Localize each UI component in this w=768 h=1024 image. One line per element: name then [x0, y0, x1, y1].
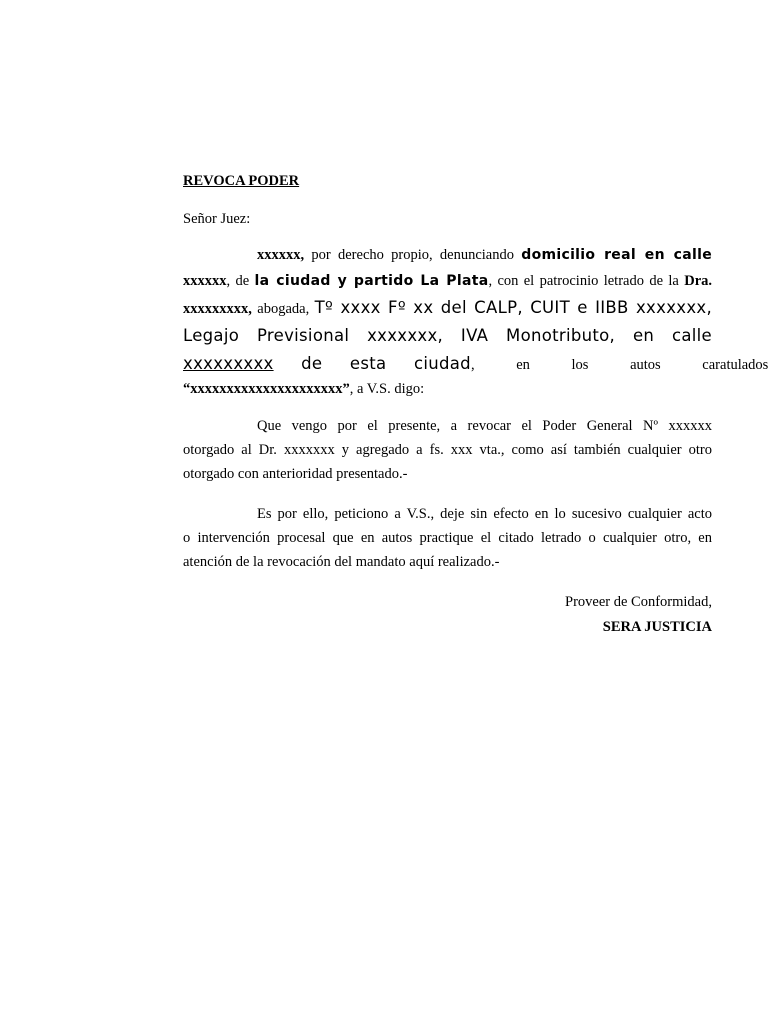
document-page: [183, 172, 768, 635]
document-title: REVOCA PODER: [183, 173, 300, 189]
greeting: Señor Juez:: [183, 211, 251, 227]
paragraph-petition: Es por ello, peticiono a V.S., deje sin efecto en lo sucesivo cualquier acto o intervención procesal que en autos practique el citado letrado o cualquier otro, en atención de la revocación del mandato aquí realizado.-: [183, 506, 712, 570]
lawyer-credentials: Tº xxxx Fº xx del CALP, CUIT e IIBB xxxxxxx,: [314, 298, 712, 317]
street-name: xxxxxx: [183, 273, 227, 289]
city-label: la ciudad y partido La Plata: [254, 273, 489, 289]
paragraph-revocation: Que vengo por el presente, a revocar el Poder General Nº xxxxxx otorgado al Dr. xxxxxxx y agregado a fs. xxx vta., como así también cualquier otro otorgado con anterioridad presentado.-: [183, 418, 712, 482]
case-caption: “xxxxxxxxxxxxxxxxxxxxx”: [183, 381, 350, 397]
street-name-2: xxxxxxxxx: [183, 354, 274, 373]
legajo-line: Legajo Previsional xxxxxxx, IVA Monotributo, en calle: [183, 326, 712, 345]
party-name: xxxxxx,: [257, 247, 305, 263]
closing-line: Proveer de Conformidad,: [565, 594, 712, 610]
signature-line: SERA JUSTICIA: [602, 619, 712, 635]
paragraph-intro: xxxxxx, por derecho propio, denunciando domicilio real en calle xxxxxx, de la ciudad y partido La Plata, con el patrocinio letrado de la Dra. xxxxxxxxx, abogada, Tº xxxx Fº xx del CALP, CUIT e IIBB xxxxxxx, Legajo Previsional xxxxxxx, IVA Monotributo, en calle xxxxxxxxx de esta ciudad, en los autos caratulados “xxxxxxxxxxxxxxxxxxxxx”, a V.S. digo:: [183, 247, 768, 397]
dra-label: Dra.: [684, 273, 713, 289]
domicilio-label: domicilio real en calle: [521, 247, 712, 263]
lawyer-name: xxxxxxxxx,: [183, 301, 252, 317]
